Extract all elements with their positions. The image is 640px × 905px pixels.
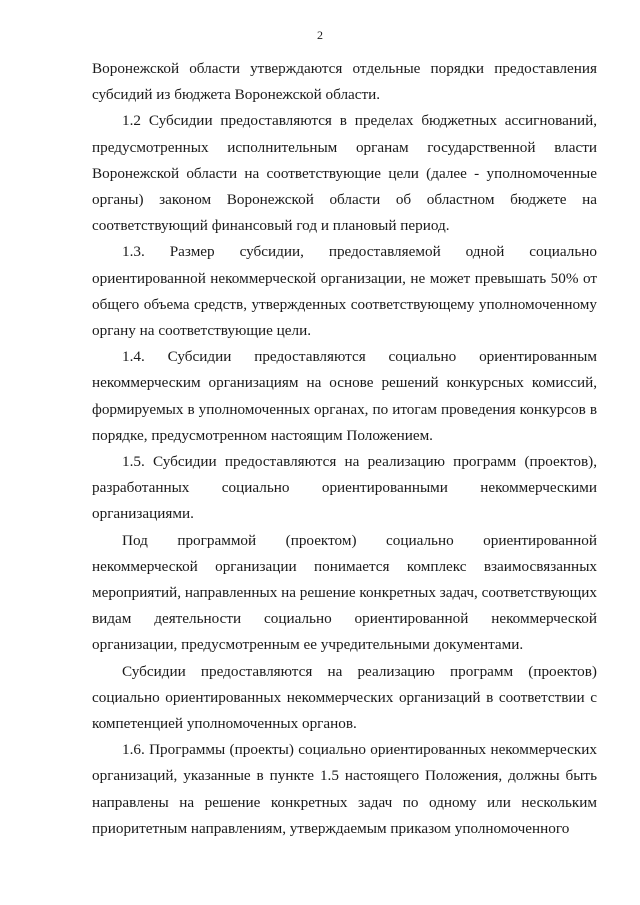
paragraph-1-3: 1.3. Размер субсидии, предоставляемой одной социально ориентированной некоммерческой организации, не может превышать 50% от общего объема средств, утвержденных соответствующему уполномоченному органу на соответствующие цели.	[92, 243, 597, 340]
document-body	[92, 56, 597, 842]
paragraph-program-definition: Под программой (проектом) социально ориентированной некоммерческой организации понимается комплекс взаимосвязанных мероприятий, направленных на решение конкретных задач, соответствующих видам деятельности социально ориентированной некоммерческой организации, предусмотренным ее учредительными документами.	[92, 531, 597, 654]
paragraph-1-4: 1.4. Субсидии предоставляются социально ориентированным некоммерческим организациям на основе решений конкурсных комиссий, формируемых в уполномоченных органах, по итогам проведения конкурсов в порядке, предусмотренном настоящим Положением.	[92, 348, 597, 444]
paragraph-1-2: 1.2 Субсидии предоставляются в пределах бюджетных ассигнований, предусмотренных исполнительным органам государственной власти Воронежской области на соответствующие цели (далее - уполномоченные органы) законом Воронежской области об областном бюджете на соответствующий финансовый год и плановый период.	[92, 112, 597, 235]
paragraph-1-6: 1.6. Программы (проекты) социально ориентированных некоммерческих организаций, указанные в пункте 1.5 настоящего Положения, должны быть направлены на решение конкретных задач по одному или нескольким приоритетным направлениям, утверждаемым приказом уполномоченного	[92, 741, 597, 837]
paragraph-subsidies-competence: Субсидии предоставляются на реализацию программ (проектов) социально ориентированных некоммерческих организаций в соответствии с компетенцией уполномоченных органов.	[92, 662, 597, 733]
paragraph-1-5: 1.5. Субсидии предоставляются на реализацию программ (проектов), разработанных социально ориентированными некоммерческими организациями.	[92, 453, 597, 523]
paragraph-continuation: Воронежской области утверждаются отдельные порядки предоставления субсидий из бюджета Воронежской области.	[92, 60, 597, 104]
page-number: 2	[317, 28, 323, 42]
